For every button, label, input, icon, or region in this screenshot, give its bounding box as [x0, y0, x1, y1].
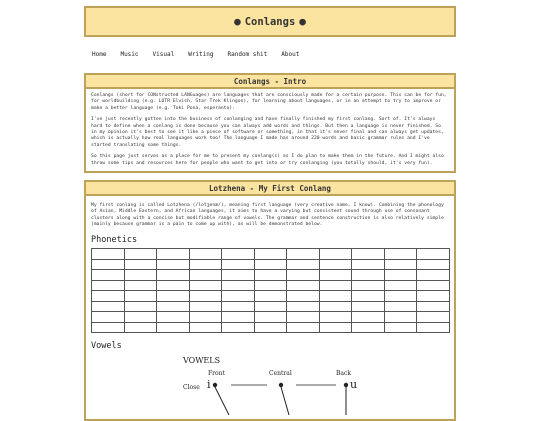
vowel-column-central: Central — [269, 369, 292, 377]
phonetics-cell — [124, 301, 157, 312]
phonetics-cell — [189, 291, 222, 302]
blob-icon: ● — [234, 15, 241, 28]
vowel-chart-title: VOWELS — [183, 355, 221, 365]
phonetics-cell — [92, 312, 125, 323]
phonetics-row — [92, 259, 450, 270]
phonetics-cell — [287, 270, 320, 281]
phonetics-row — [92, 270, 450, 281]
phonetics-cell — [254, 301, 287, 312]
intro-body — [86, 89, 454, 171]
vowel-symbol-i: i — [207, 377, 211, 391]
phonetics-cell — [417, 312, 450, 323]
phonetics-row — [92, 322, 450, 333]
lotzhena-section — [84, 180, 456, 420]
phonetics-cell — [352, 259, 385, 270]
phonetics-cell — [189, 312, 222, 323]
vowel-row-close: Close — [183, 383, 200, 391]
phonetics-cell — [384, 301, 417, 312]
phonetics-cell — [254, 280, 287, 291]
phonetics-cell — [222, 249, 255, 260]
phonetics-cell — [189, 249, 222, 260]
phonetics-cell — [189, 301, 222, 312]
phonetics-cell — [124, 270, 157, 281]
phonetics-cell — [417, 280, 450, 291]
vowel-dot — [279, 382, 283, 386]
phonetics-cell — [352, 280, 385, 291]
phonetics-row — [92, 301, 450, 312]
phonetics-cell — [384, 270, 417, 281]
nav-writing[interactable]: Writing — [188, 50, 214, 58]
phonetics-table — [91, 248, 450, 333]
phonetics-cell — [384, 322, 417, 333]
phonetics-cell — [384, 291, 417, 302]
phonetics-cell — [92, 291, 125, 302]
phonetics-cell — [352, 291, 385, 302]
phonetics-cell — [417, 301, 450, 312]
vowel-chart — [91, 355, 449, 415]
phonetics-cell — [124, 249, 157, 260]
phonetics-cell — [254, 322, 287, 333]
phonetics-cell — [157, 249, 190, 260]
phonetics-cell — [222, 291, 255, 302]
phonetics-cell — [124, 312, 157, 323]
phonetics-cell — [417, 291, 450, 302]
phonetics-cell — [384, 280, 417, 291]
vowel-column-front: Front — [208, 369, 225, 377]
phonetics-cell — [222, 259, 255, 270]
phonetics-cell — [92, 270, 125, 281]
phonetics-cell — [157, 301, 190, 312]
intro-heading: Conlangs - Intro — [86, 75, 454, 89]
phonetics-cell — [189, 259, 222, 270]
blob-icon: ● — [299, 15, 306, 28]
phonetics-cell — [254, 259, 287, 270]
phonetics-cell — [352, 270, 385, 281]
lotzhena-paragraph: My first conlang is called Lotzhena (/lotʒenæ/), meaning first language (very creative name, I know). Combining the phonology of Asian, Middle Eastern, and African languages, it aims to have a varying but consistent sound through use of consonant clusters along with a concise but modifiable range of vowels. The grammar and sentence construction is also relatively simple (mainly because grammar is a pain to come up with), as will be demonstrated below. — [91, 203, 444, 228]
phonetics-cell — [417, 270, 450, 281]
intro-paragraph: I've just recently gotten into the business of conlanging and have finally finished my first conlang. Sort of. It's always hard to define when a conlang is done because you can always add words and things. But then a language is never finished. So in my opinion it's best to see it like a piece of software or something, in that it's never final and can always get updates, which is actually how real languages work too! The language I made has around 220 words and basic grammar rules and I've started translating some things. — [91, 117, 444, 148]
nav-about[interactable]: About — [281, 50, 300, 58]
phonetics-cell — [417, 249, 450, 260]
phonetics-cell — [157, 270, 190, 281]
phonetics-cell — [157, 291, 190, 302]
phonetics-cell — [319, 280, 352, 291]
phonetics-cell — [222, 312, 255, 323]
phonetics-cell — [92, 280, 125, 291]
phonetics-cell — [157, 312, 190, 323]
phonetics-cell — [222, 270, 255, 281]
phonetics-cell — [92, 301, 125, 312]
phonetics-cell — [157, 322, 190, 333]
phonetics-cell — [352, 322, 385, 333]
phonetics-cell — [124, 291, 157, 302]
phonetics-cell — [287, 249, 320, 260]
phonetics-cell — [319, 322, 352, 333]
phonetics-cell — [124, 280, 157, 291]
intro-paragraph: So this page just serves as a place for me to present my conlang(s) as I do plan to make them in the future. And I might also throw some tips and resources here for people who want to get into or try conlanging (you totally should, it's very fun). — [91, 154, 444, 166]
vowel-symbol-u: u — [350, 377, 358, 391]
phonetics-cell — [254, 291, 287, 302]
phonetics-cell — [287, 312, 320, 323]
page-container — [84, 6, 456, 421]
phonetics-row — [92, 249, 450, 260]
phonetics-cell — [92, 322, 125, 333]
lotzhena-body — [86, 196, 454, 418]
phonetics-cell — [352, 301, 385, 312]
phonetics-cell — [124, 259, 157, 270]
phonetics-cell — [254, 312, 287, 323]
vowel-column-back: Back — [336, 369, 351, 377]
vowel-dot — [213, 382, 217, 386]
phonetics-row — [92, 291, 450, 302]
phonetics-cell — [92, 259, 125, 270]
vowel-line — [215, 387, 229, 415]
vowel-dot — [344, 382, 348, 386]
phonetics-cell — [189, 322, 222, 333]
phonetics-cell — [287, 259, 320, 270]
phonetics-cell — [319, 270, 352, 281]
intro-section — [84, 73, 456, 173]
phonetics-cell — [352, 312, 385, 323]
phonetics-cell — [222, 322, 255, 333]
vowel-line — [281, 387, 289, 415]
lotzhena-heading: Lotzhena - My First Conlang — [86, 182, 454, 196]
phonetics-cell — [254, 270, 287, 281]
phonetics-cell — [319, 301, 352, 312]
site-banner — [84, 6, 456, 37]
phonetics-cell — [189, 270, 222, 281]
phonetics-cell — [157, 259, 190, 270]
phonetics-cell — [287, 301, 320, 312]
vowels-title: Vowels — [91, 341, 122, 352]
phonetics-cell — [384, 259, 417, 270]
main-nav — [84, 48, 456, 60]
phonetics-cell — [319, 259, 352, 270]
phonetics-cell — [189, 280, 222, 291]
phonetics-cell — [417, 259, 450, 270]
phonetics-cell — [124, 322, 157, 333]
phonetics-cell — [92, 249, 125, 260]
phonetics-cell — [352, 249, 385, 260]
phonetics-cell — [287, 291, 320, 302]
phonetics-cell — [254, 249, 287, 260]
phonetics-cell — [222, 301, 255, 312]
phonetics-cell — [157, 280, 190, 291]
phonetics-cell — [384, 312, 417, 323]
site-title: Conlangs — [244, 15, 296, 28]
phonetics-cell — [319, 249, 352, 260]
phonetics-cell — [287, 280, 320, 291]
vowel-chart-svg — [91, 355, 451, 415]
nav-random[interactable]: Random shit — [227, 50, 268, 58]
phonetics-cell — [222, 280, 255, 291]
phonetics-cell — [319, 291, 352, 302]
nav-visual[interactable]: Visual — [152, 50, 175, 58]
phonetics-cell — [287, 322, 320, 333]
phonetics-row — [92, 312, 450, 323]
nav-music[interactable]: Music — [120, 50, 139, 58]
intro-paragraph: Conlangs (short for CONstructed LANGuages) are languages that are consciously made for a certain purpose. This can be for fun, for worldbuilding (e.g. LOTR Elvish, Star Trek Klingon), for learning about languages, or in an attempt to try to improve or make a better language (e.g. Toki Pona, esperanto). — [91, 93, 447, 111]
phonetics-row — [92, 280, 450, 291]
phonetics-cell — [319, 312, 352, 323]
phonetics-cell — [384, 249, 417, 260]
phonetics-title: Phonetics — [91, 234, 138, 245]
nav-home[interactable]: Home — [92, 50, 107, 58]
phonetics-cell — [417, 322, 450, 333]
